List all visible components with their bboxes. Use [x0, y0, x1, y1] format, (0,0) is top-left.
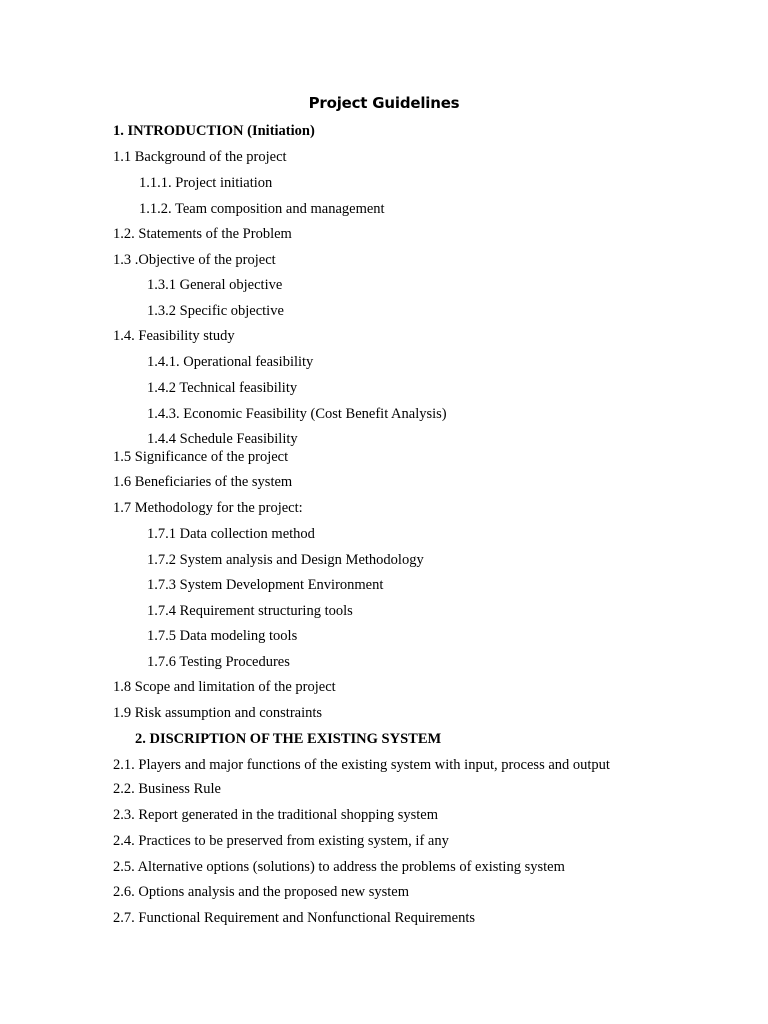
list-item: 1.7.6 Testing Procedures: [147, 654, 290, 670]
list-item: 1.7.1 Data collection method: [147, 526, 315, 542]
list-item: 2.7. Functional Requirement and Nonfunctional Requirements: [113, 910, 476, 926]
list-item: 1.4.4 Schedule Feasibility: [147, 431, 298, 447]
list-item: 1.5 Significance of the project: [113, 449, 289, 465]
list-item: 1.8 Scope and limitation of the project: [113, 679, 336, 695]
list-item: 2.2. Business Rule: [113, 781, 221, 797]
list-item: 1.3.1 General objective: [147, 277, 283, 293]
list-item: 1.7.2 System analysis and Design Methodology: [147, 552, 424, 568]
list-item: 2.3. Report generated in the traditional shopping system: [113, 807, 438, 823]
list-item: 1.7.5 Data modeling tools: [147, 628, 298, 644]
list-item: 1.4.2 Technical feasibility: [147, 380, 298, 396]
list-item: 1.7.4 Requirement structuring tools: [147, 603, 353, 619]
list-item: 1.3.2 Specific objective: [147, 303, 284, 319]
list-item: 1.1 Background of the project: [113, 149, 287, 165]
list-item: 1.1.1. Project initiation: [139, 175, 273, 191]
list-item: 1.9 Risk assumption and constraints: [113, 705, 323, 721]
page-title: Project Guidelines: [308, 94, 460, 112]
list-item: 1.7 Methodology for the project:: [113, 500, 303, 516]
list-item: 1.4. Feasibility study: [113, 328, 235, 344]
list-item: 1.2. Statements of the Problem: [113, 226, 292, 242]
list-item: 1.3 .Objective of the project: [113, 252, 276, 268]
list-item: 1.7.3 System Development Environment: [147, 577, 384, 593]
section-heading-existing-system: 2. DISCRIPTION OF THE EXISTING SYSTEM: [135, 731, 442, 747]
list-item: 1.1.2. Team composition and management: [139, 201, 385, 217]
list-item: 2.6. Options analysis and the proposed new system: [113, 884, 410, 900]
list-item: 2.4. Practices to be preserved from existing system, if any: [113, 833, 449, 849]
list-item: 1.4.1. Operational feasibility: [147, 354, 314, 370]
list-item: 1.4.3. Economic Feasibility (Cost Benefit Analysis): [147, 406, 447, 422]
list-item: 1.6 Beneficiaries of the system: [113, 474, 293, 490]
list-item: 2.5. Alternative options (solutions) to address the problems of existing system: [113, 859, 565, 875]
section-heading-introduction: 1. INTRODUCTION (Initiation): [113, 123, 315, 139]
list-item: 2.1. Players and major functions of the existing system with input, process and output: [113, 757, 610, 773]
